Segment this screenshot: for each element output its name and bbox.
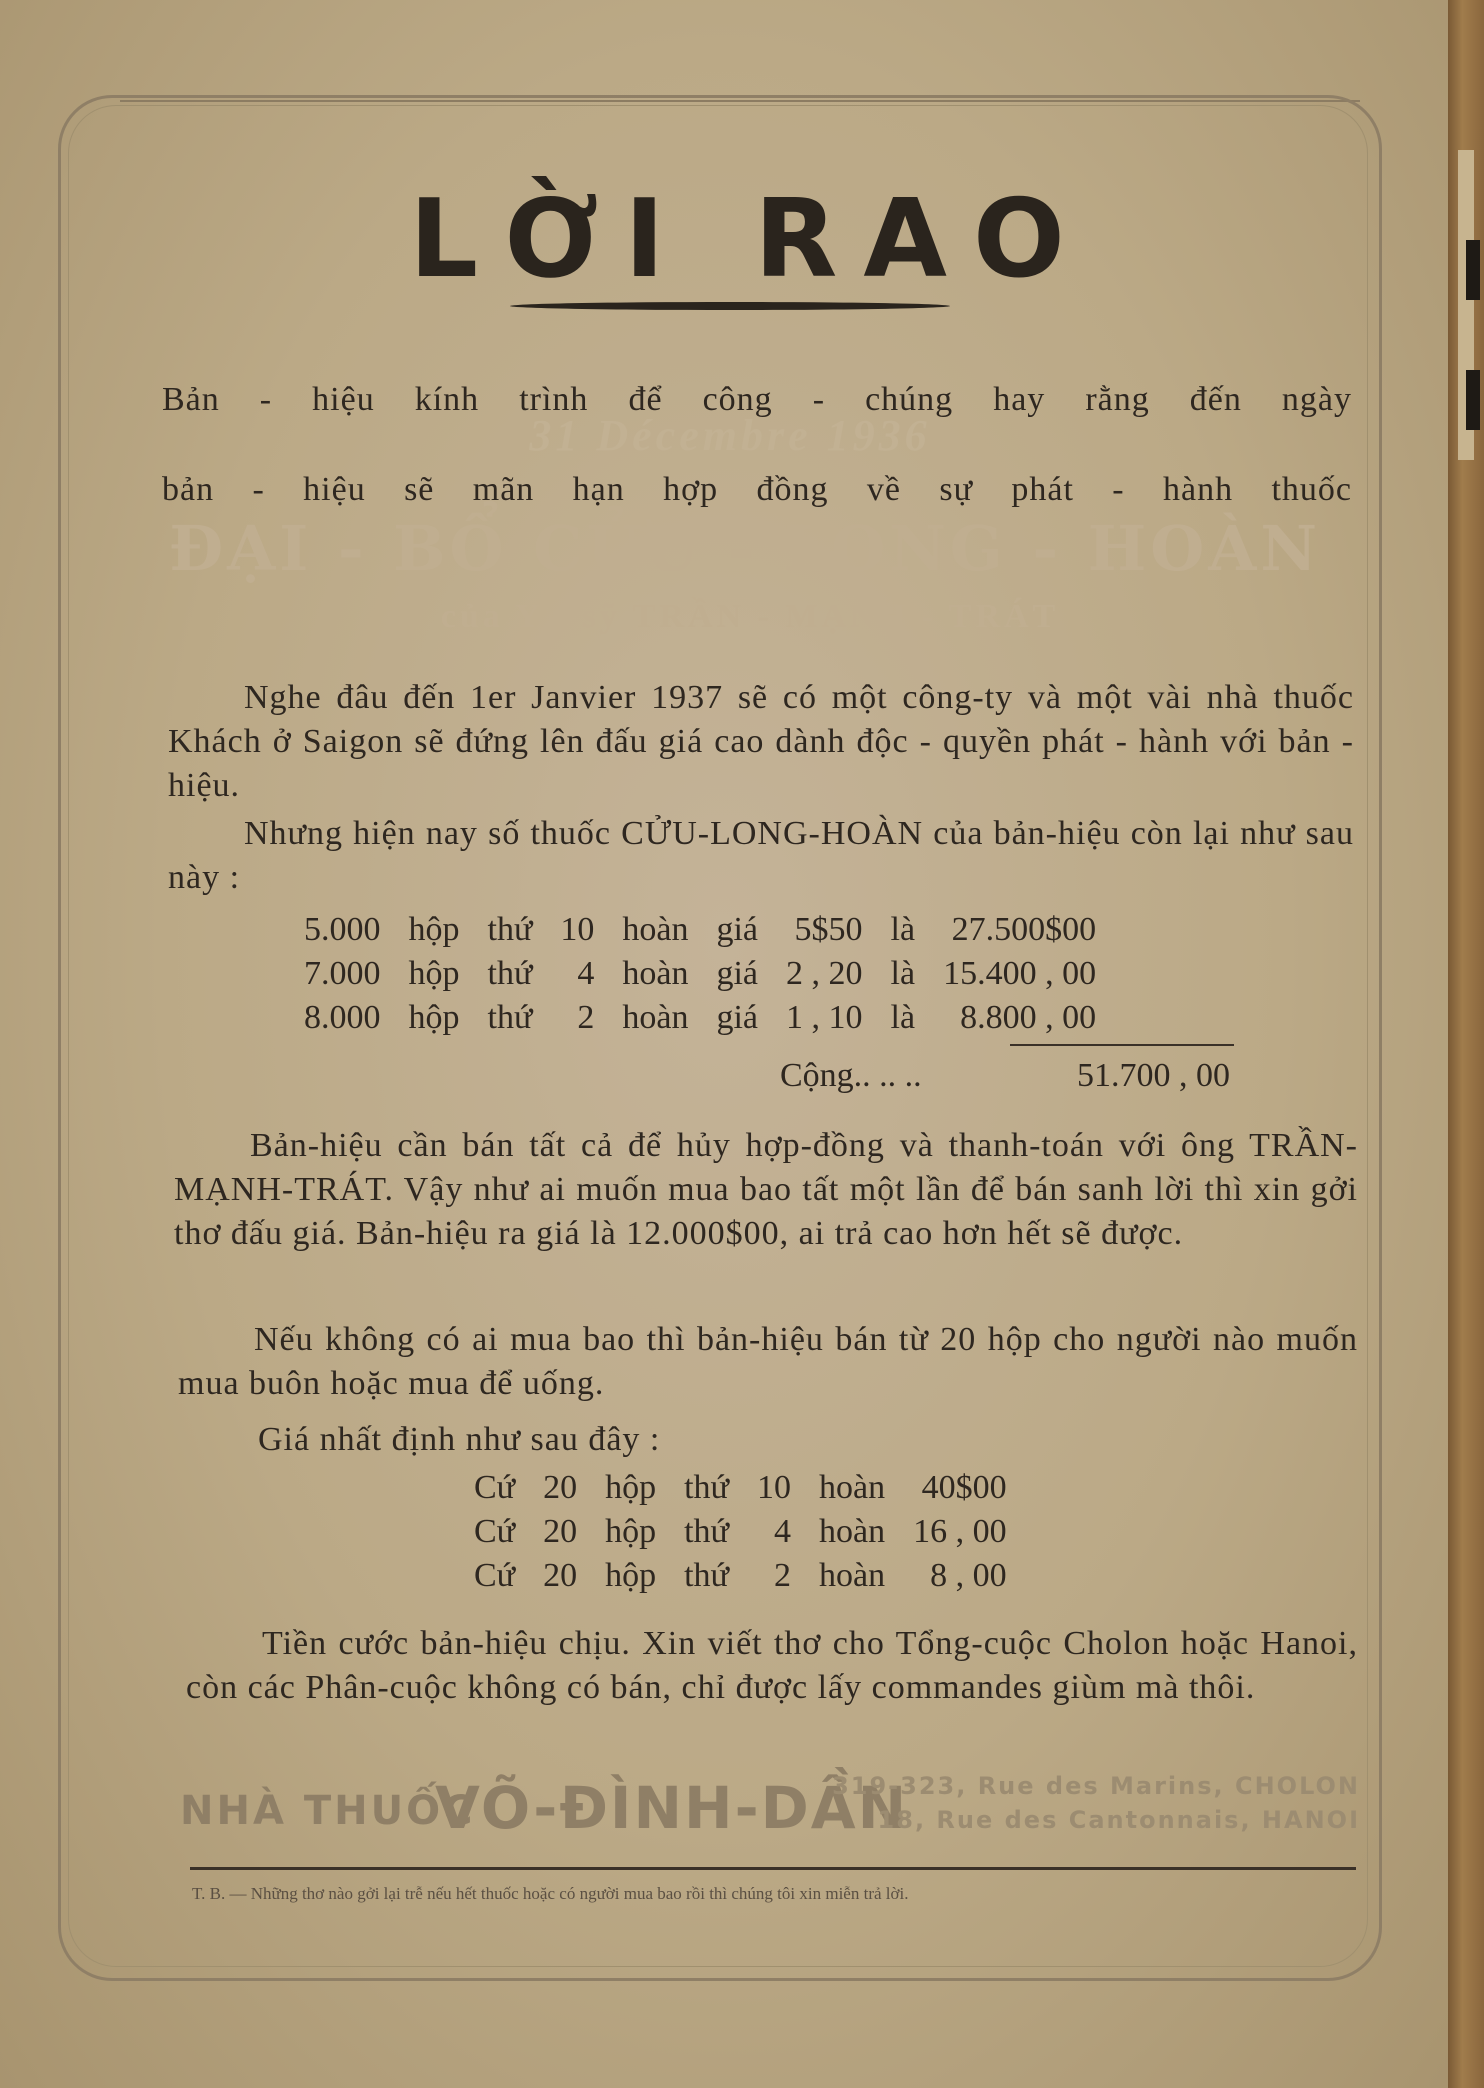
address-hanoi: 18, Rue des Cantonnais, HANOI	[877, 1806, 1360, 1834]
retail-cell-count: 10	[756, 1469, 791, 1506]
retail-cell-box: hộp	[605, 1469, 657, 1506]
retail-row	[460, 1466, 1021, 1510]
stock-cell-count: 4	[577, 955, 595, 992]
stock-cell-qty: 8.000	[304, 999, 381, 1036]
paragraph-fixed-price: Giá nhất định như sau đây :	[258, 1421, 661, 1458]
stock-cell-eq: là	[890, 955, 916, 992]
bottom-rule	[190, 1867, 1356, 1870]
stock-cell-price: 2 , 20	[786, 955, 863, 992]
paragraph-stock-intro: Nhưng hiện nay số thuốc CỬU-LONG-HOÀN của bản-hiệu còn lại như sau này :	[168, 815, 1354, 896]
retail-price-table	[460, 1466, 1021, 1598]
product-author: của Y - sỹ TRẦN - MẠNH - TRÁT	[440, 598, 1060, 635]
stock-cell-type: thứ	[487, 955, 533, 992]
retail-cell-each: Cứ	[474, 1557, 516, 1594]
stock-cell-price-label: giá	[716, 911, 759, 948]
adjacent-page-mark	[1466, 240, 1480, 300]
stock-cell-total: 8.800 , 00	[960, 999, 1097, 1036]
retail-row	[460, 1510, 1021, 1554]
stock-cell-unit: hoàn	[622, 999, 689, 1036]
stock-cell-price-label: giá	[716, 955, 759, 992]
paragraph-shipping: Tiền cước bản-hiệu chịu. Xin viết thơ cho Tổng-cuộc Cholon hoặc Hanoi, còn các Phân-cuộc không có bán, chỉ được lấy commandes giùm mà thôi.	[186, 1625, 1358, 1706]
stock-cell-total: 27.500$00	[951, 911, 1097, 948]
retail-cell-count: 2	[773, 1557, 791, 1594]
stock-cell-count: 2	[577, 999, 595, 1036]
retail-cell-price: 40$00	[921, 1469, 1007, 1506]
stock-cell-unit: hoàn	[622, 955, 689, 992]
stock-cell-count: 10	[560, 911, 595, 948]
page-title: LỜI RAO	[409, 177, 1091, 302]
stock-cell-price-label: giá	[716, 999, 759, 1036]
retail-cell-qty: 20	[543, 1469, 578, 1506]
stock-cell-box: hộp	[408, 999, 460, 1036]
retail-cell-price: 16 , 00	[913, 1513, 1007, 1550]
adjacent-page-mark	[1466, 370, 1480, 430]
stock-cell-box: hộp	[408, 911, 460, 948]
stock-cell-qty: 5.000	[304, 911, 381, 948]
paragraph-rumor: Nghe đâu đến 1er Janvier 1937 sẽ có một công-ty và một vài nhà thuốc Khách ở Saigon sẽ đứng lên đấu giá cao dành độc - quyền phát - hành với bản - hiệu.	[168, 679, 1354, 804]
stock-cell-box: hộp	[408, 955, 460, 992]
retail-cell-box: hộp	[605, 1557, 657, 1594]
stock-cell-type: thứ	[487, 911, 533, 948]
stock-total-value: 51.700 , 00	[1077, 1057, 1230, 1094]
signature-brand: VÕ-ĐÌNH-DẦN	[435, 1774, 909, 1842]
stock-cell-eq: là	[890, 911, 916, 948]
pharmacy-signature	[180, 1770, 1360, 1840]
retail-cell-unit: hoàn	[818, 1513, 886, 1550]
retail-row	[460, 1554, 1021, 1598]
footnote: T. B. — Những thơ nào gởi lại trễ nếu hết thuốc hoặc có người mua bao rồi thì chúng tôi xin miễn trả lời.	[192, 1884, 909, 1903]
stock-row	[290, 952, 1110, 996]
retail-cell-type: thứ	[684, 1469, 729, 1506]
address-cholon: 319-323, Rue des Marins, CHOLON	[832, 1772, 1360, 1800]
stock-cell-total: 15.400 , 00	[943, 955, 1097, 992]
stock-table	[290, 908, 1110, 1040]
retail-cell-type: thứ	[684, 1557, 729, 1594]
book-spine	[1448, 0, 1484, 2088]
retail-cell-each: Cứ	[474, 1469, 516, 1506]
intro-line-1: Bản - hiệu kính trình để công - chúng hay rằng đến ngày	[162, 381, 1352, 418]
stock-row	[290, 996, 1110, 1040]
retail-cell-count: 4	[773, 1513, 791, 1550]
retail-cell-type: thứ	[684, 1513, 729, 1550]
stock-cell-price: 5$50	[794, 911, 863, 948]
signature-prefix: NHÀ THUỐC	[180, 1788, 476, 1834]
product-name: ĐẠI - BỔ CỬU - LONG - HOÀN	[168, 512, 1322, 585]
retail-cell-unit: hoàn	[818, 1557, 886, 1594]
stock-sum-rule	[1010, 1044, 1234, 1046]
retail-cell-each: Cứ	[474, 1513, 516, 1550]
retail-cell-unit: hoàn	[818, 1469, 886, 1506]
retail-cell-qty: 20	[543, 1513, 578, 1550]
stock-cell-qty: 7.000	[304, 955, 381, 992]
paragraph-sell-all: Bản-hiệu cần bán tất cả để hủy hợp-đồng và thanh-toán với ông TRẦN-MẠNH-TRÁT. Vậy như ai muốn mua bao tất một lần để bán sanh lời thì xin gởi thơ đấu giá. Bản-hiệu ra giá là 12.000$00, ai trả cao hơn hết sẽ được.	[174, 1127, 1358, 1252]
retail-cell-box: hộp	[605, 1513, 657, 1550]
retail-cell-price: 8 , 00	[930, 1557, 1007, 1594]
stock-cell-price: 1 , 10	[786, 999, 863, 1036]
stock-total-label: Cộng.. .. ..	[780, 1057, 922, 1094]
title-underline	[510, 302, 950, 310]
retail-cell-qty: 20	[543, 1557, 578, 1594]
intro-date: 31 Décembre 1936	[529, 411, 931, 460]
stock-cell-type: thứ	[487, 999, 533, 1036]
stock-cell-eq: là	[890, 999, 916, 1036]
paragraph-retail-intro: Nếu không có ai mua bao thì bản-hiệu bán từ 20 hộp cho người nào muốn mua buôn hoặc mua để uống.	[178, 1321, 1358, 1402]
intro-line-2: bản - hiệu sẽ mãn hạn hợp đồng về sự phát - hành thuốc	[162, 471, 1352, 508]
stock-row	[290, 908, 1110, 952]
stock-cell-unit: hoàn	[622, 911, 689, 948]
